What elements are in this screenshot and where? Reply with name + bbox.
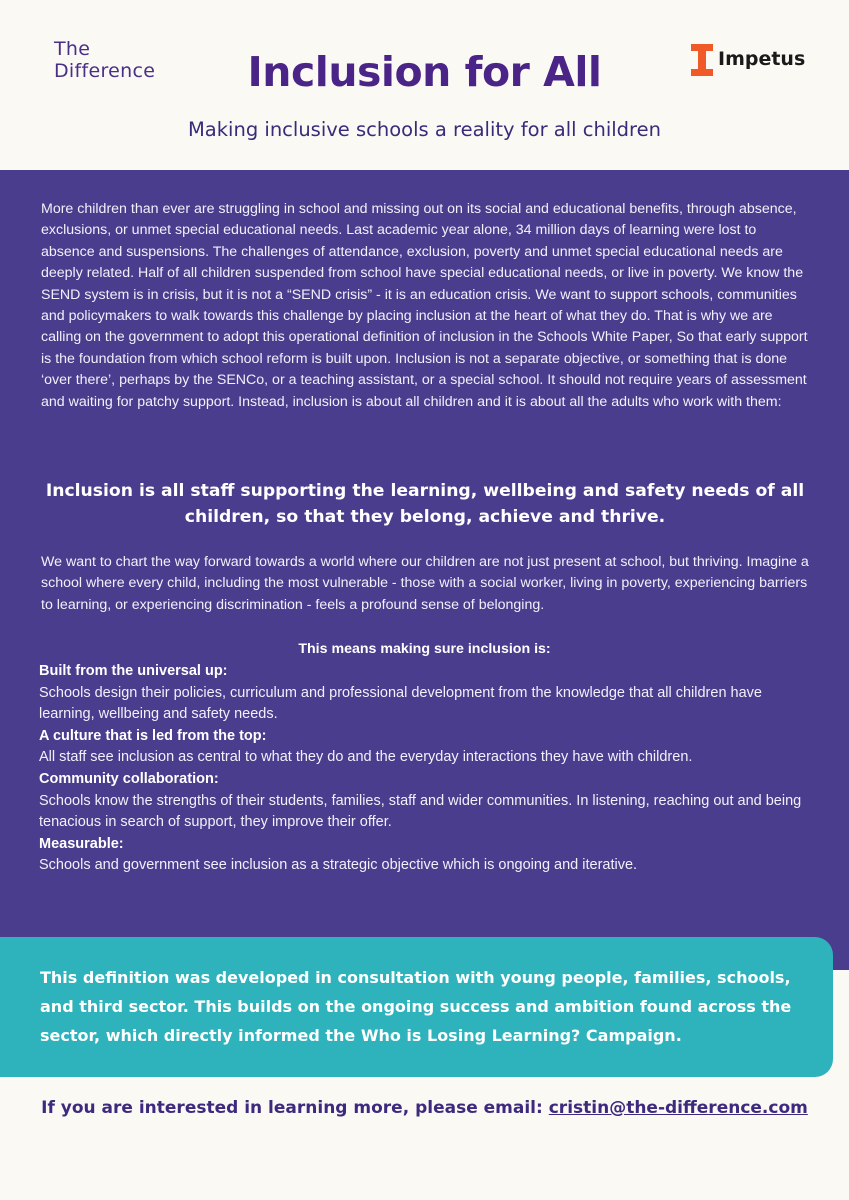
vision-paragraph: We want to chart the way forward towards a world where our children are not just present at school, but thriving. Imagine a school where every child, including the most vulnerable - those with a social worker, living in poverty, experiencing barriers to learning, or experiencing discrimination - feels a profound sense of belonging. [41, 554, 809, 613]
principle-text: Schools design their policies, curriculum and professional development from the knowledge that all children have learning, wellbeing and safety needs. [39, 684, 762, 723]
inclusion-definition: Inclusion is all staff supporting the learning, wellbeing and safety needs of all children, so that they belong, achieve and thrive. [45, 481, 805, 527]
contact-email-link[interactable]: cristin@the-difference.com [548, 1098, 808, 1118]
impetus-mark-icon [690, 44, 714, 76]
page-title: Inclusion for All [247, 48, 602, 96]
intro-paragraph: More children than ever are struggling in school and missing out on its social and educational benefits, through absence, exclusions, or unmet special educational needs. Last academic year alone, 34 million days of learning were lost to absence and suspensions. The challenges of attendance, exclusion, poverty and unmet special educational needs are deeply related. Half of all children suspended from school have special educational needs, or live in poverty. We know the SEND system is in crisis, but it is not a “SEND crisis” - it is an education crisis. We want to support schools, communities and policymakers to walk towards this challenge by placing inclusion at the heart of what they do. That is why we are calling on the government to adopt this operational definition of inclusion in the Schools White Paper, So that early support is the foundation from which school reform is built upon. Inclusion is not a separate objective, or something that is done ‘over there’, perhaps by the SENCo, or a teaching assistant, or a special school. It should not require years of assessment and waiting for patchy support. Instead, inclusion is about all children and it is about all the adults who work with them: [41, 201, 808, 410]
principle-measurable [39, 834, 819, 877]
principle-heading: Community collaboration: [39, 770, 219, 787]
principles-list [39, 661, 819, 877]
principle-universal [39, 661, 819, 726]
callout-text: This definition was developed in consultation with young people, families, schools, and third sector. This builds on the ongoing success and ambition found across the sector, which directly informed the Who is Losing Learning? Campaign. [40, 968, 792, 1045]
principle-community [39, 769, 819, 834]
principle-heading: A culture that is led from the top: [39, 727, 267, 744]
principle-text: Schools know the strengths of their students, families, staff and wider communities. In listening, reaching out and being tenacious in search of support, they improve their offer. [39, 792, 802, 831]
principle-culture [39, 726, 819, 769]
principle-text: Schools and government see inclusion as a strategic objective which is ongoing and iterative. [39, 857, 638, 874]
impetus-wordmark: Impetus [718, 48, 806, 70]
contact-line [0, 1093, 849, 1123]
page-subtitle: Making inclusive schools a reality for all children [187, 118, 662, 141]
principle-text: All staff see inclusion as central to what they do and the everyday interactions they have with children. [39, 749, 693, 766]
main-panel [0, 170, 849, 970]
principle-heading: Measurable: [39, 835, 124, 852]
consultation-callout [0, 937, 833, 1077]
principle-heading: Built from the universal up: [39, 663, 228, 679]
means-heading: This means making sure inclusion is: [298, 641, 551, 657]
contact-prompt: If you are interested in learning more, please email: [41, 1098, 549, 1118]
logo-line-2: Difference [54, 60, 156, 82]
logo-line-1: The [54, 38, 91, 60]
page-header [0, 0, 849, 170]
